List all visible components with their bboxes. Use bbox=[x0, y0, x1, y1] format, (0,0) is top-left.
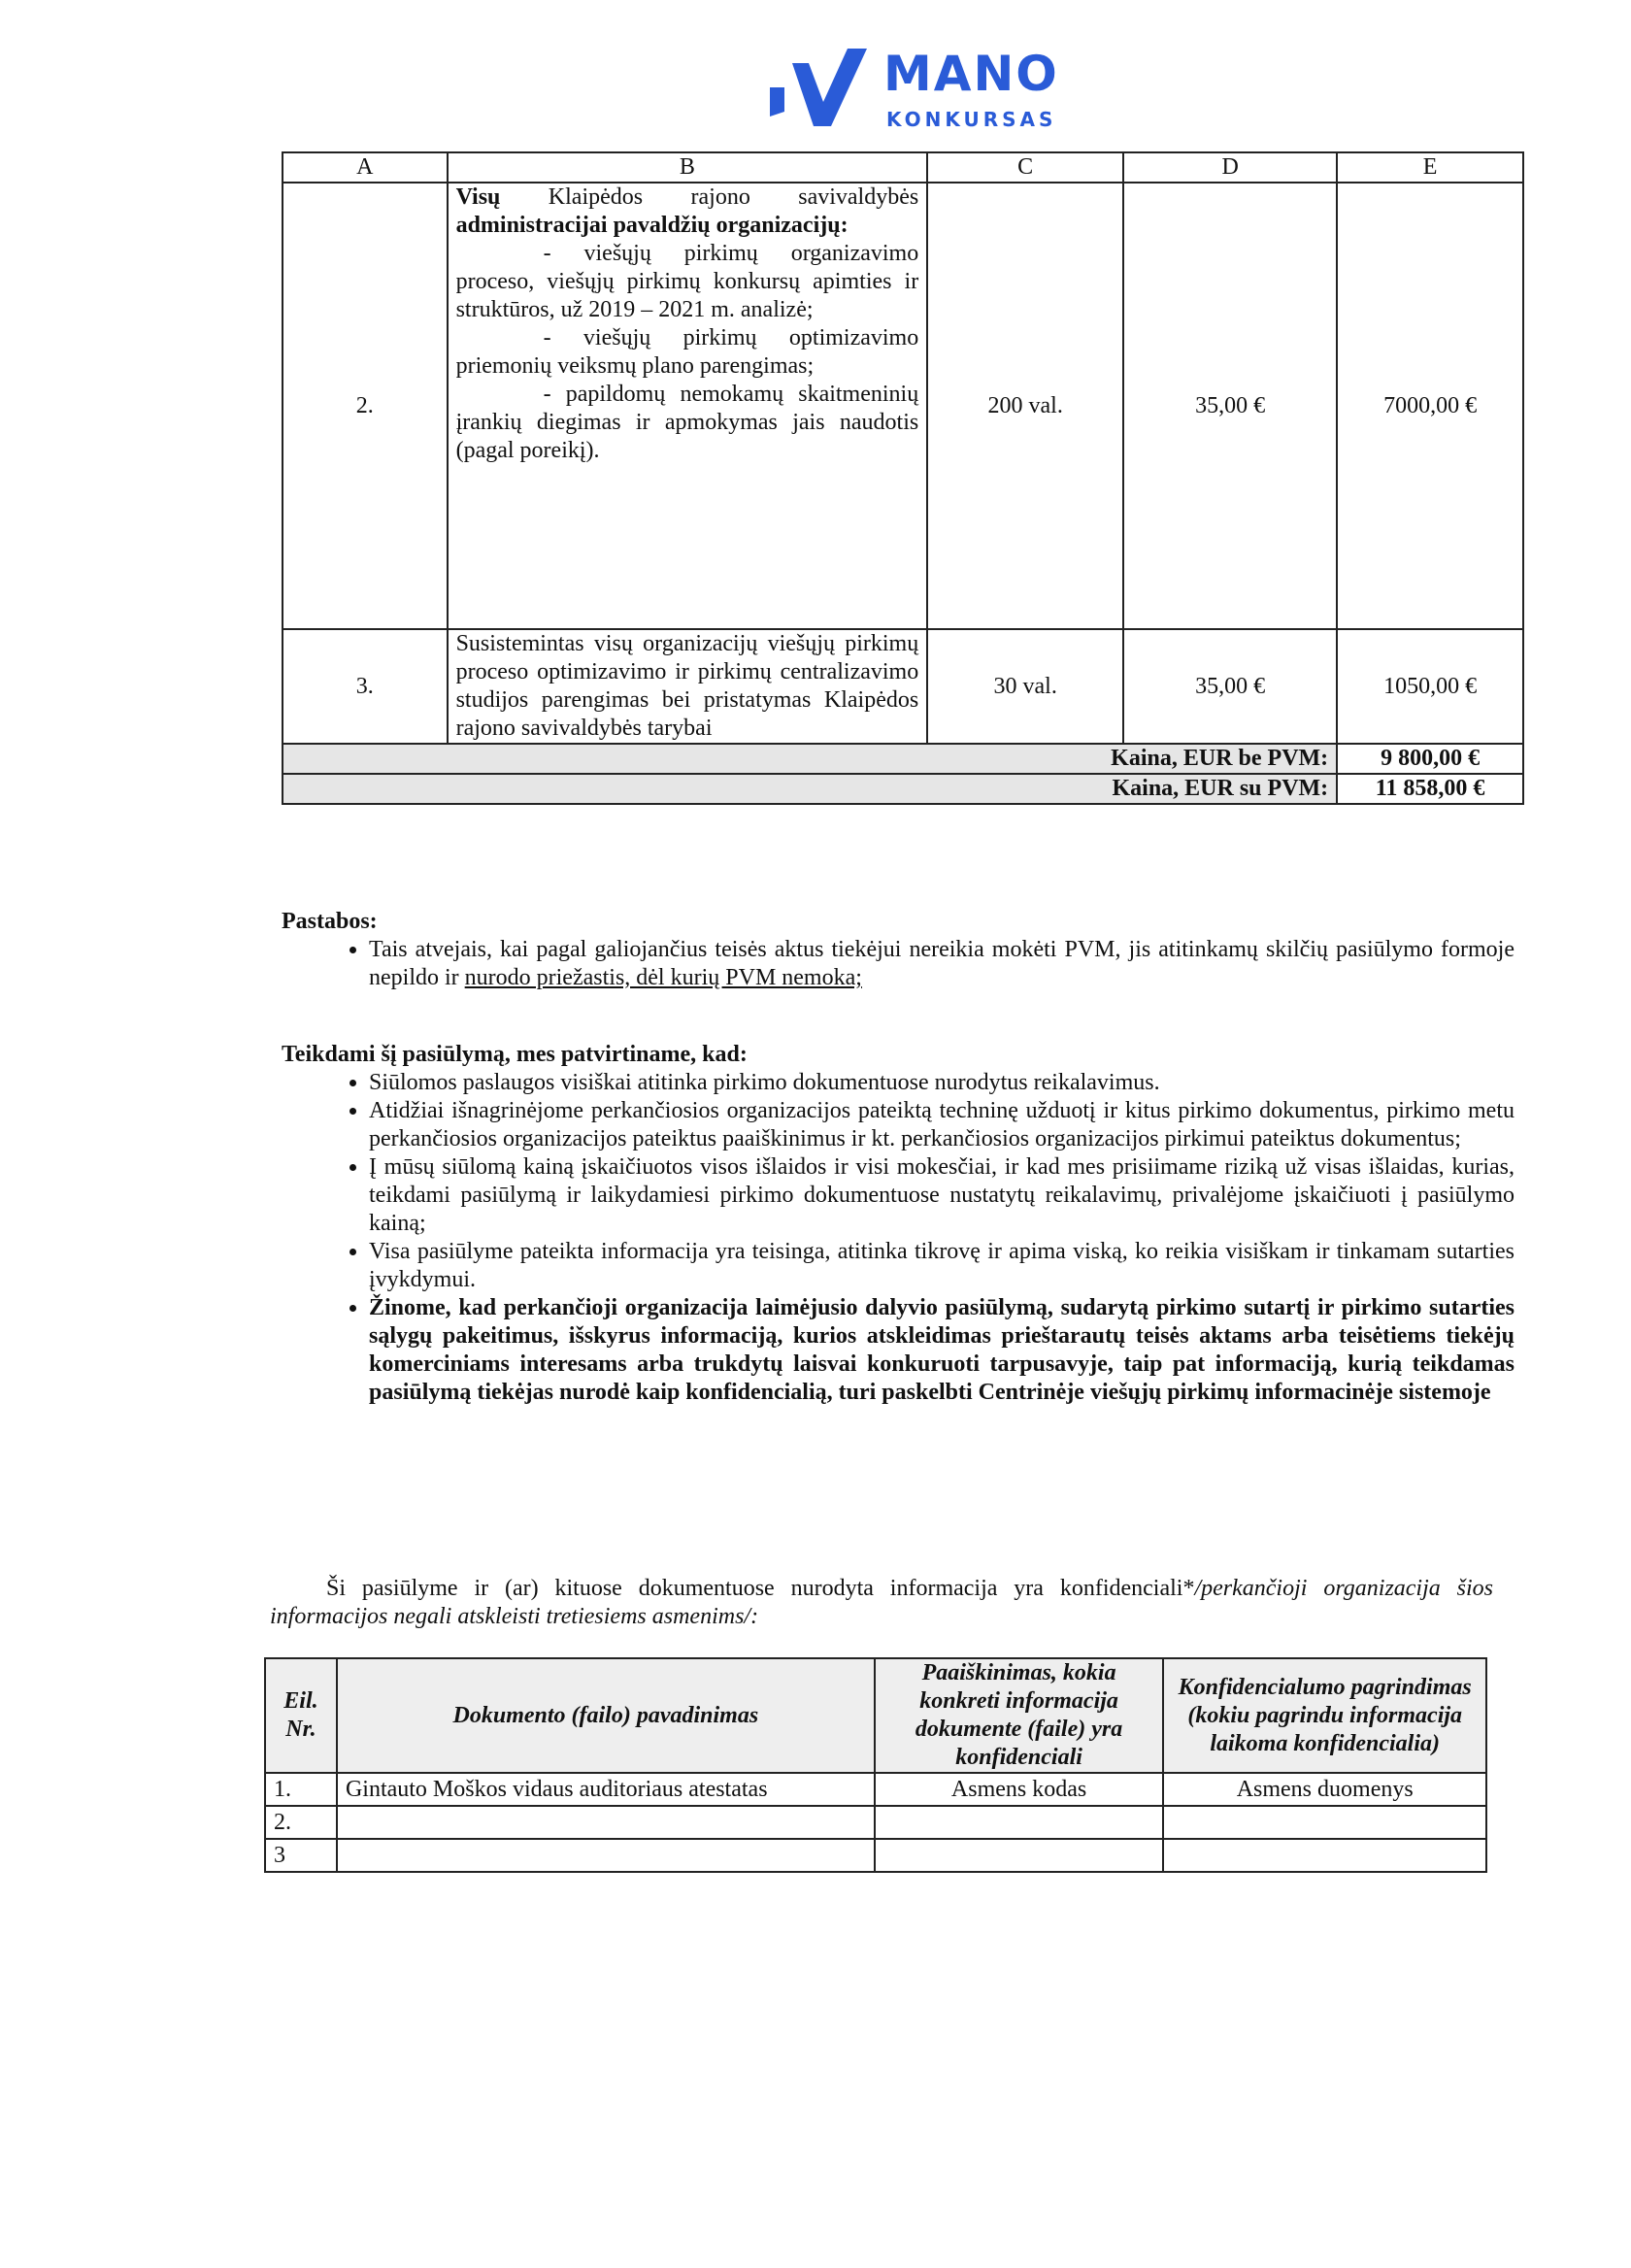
table-row: 3. Susistemintas visų organizacijų viešųjų pirkimų proceso optimizavimo ir pirkimų centralizavimo studijos parengimas bei pristatymas Klaipėdos rajono savivaldybės tarybai 30 val. 35,00 € 1050,00 € bbox=[283, 629, 1523, 744]
notes-section: Pastabos: • Tais atvejais, kai pagal galiojančius teisės aktus tiekėjui nereikia mokėti PVM, jis atitinkamų skilčių pasiūlymo formoje nepildo ir nurodo priežastis, dėl kurių PVM nemoka; bbox=[282, 908, 1514, 992]
total-row-excl-vat: Kaina, EUR be PVM: 9 800,00 € bbox=[283, 744, 1523, 774]
price-table bbox=[282, 151, 1524, 805]
service-description: Visų Klaipėdos rajono savivaldybės administracijai pavaldžių organizacijų: - viešųjų pirkimų organizavimo proceso, viešųjų pirkimų konkursų apimties ir struktūros, už 2019 – 2021 m. analizė; - viešųjų pirkimų optimizavimo priemonių veiksmų plano parengimas; - papildomų nemokamų skaitmeninių įrankių diegimas ir apmokymas jais naudotis (pagal poreikį). bbox=[448, 183, 928, 629]
confirmation-section: Teikdami šį pasiūlymą, mes patvirtiname, kad: • Siūlomos paslaugos visiškai atitinka pirkimo dokumentuose nurodytus reikalavimus. • Atidžiai išnagrinėjome perkančiosios organizacijos pateiktą techninę užduotį ir kitus pirkimo dokumentus, pirkimo metu perkančiosios organizacijos pateiktus paaiškinimus ir kt. perkančiosios organizacijos pirkimui pateiktus dokumentus; • Į mūsų siūlomą kainą įskaičiuotos visos išlaidos ir visi mokesčiai, ir kad mes prisiimame riziką už visas išlaidas, kurias, teikdami pasiūlymą ir laikydamiesi pirkimo dokumentuose nustatytų reikalavimų, privalėjome įskaičiuoti į pasiūlymo kainą; • Visa pasiūlyme pateikta informacija yra teisinga, atitinka tikrovę ir apima viską, ko reikia visiškam ir tinkamam sutarties įvykdymui. • Žinome, kad perkančioji organizacija laimėjusio dalyvio pasiūlymą, sudarytą pirkimo sutartį ir pirkimo sutarties sąlygų pakeitimus, išskyrus informaciją, kurios atskleidimas prieštarautų teisės aktams arba teisėtiems tiekėjų komerciniams interesams arba trukdytų laisvai konkuruoti tarpusavyje, taip pat informaciją, kurią teikdamas pasiūlymą tiekėjas nurodė kaip konfidencialią, turi paskelbti Centrinėje viešųjų pirkimų informacinėje sistemoje bbox=[282, 1041, 1514, 1407]
table-row: 2. Visų Klaipėdos rajono savivaldybės administracijai pavaldžių organizacijų: - viešųjų pirkimų organizavimo proceso, viešųjų pirkimų konkursų apimties ir struktūros, už 2019 – 2021 m. analizė; - viešųjų pirkimų optimizavimo priemonių veiksmų plano parengimas; - papildomų nemokamų skaitmeninių įrankių diegimas ir apmokymas jais naudotis (pagal poreikį). 200 val. 35,00 € 7000,00 € bbox=[283, 183, 1523, 629]
confidentiality-statement: Ši pasiūlyme ir (ar) kituose dokumentuose nurodyta informacija yra konfidenciali*/perkančioji organizacija šios informacijos negali atskleisti tretiesiems asmenims/: bbox=[270, 1576, 1494, 1629]
column-header-row: A B C D E bbox=[283, 152, 1523, 183]
table-row: 3 bbox=[265, 1839, 1486, 1872]
table-row: 1. Gintauto Moškos vidaus auditoriaus atestatas Asmens kodas Asmens duomenys bbox=[265, 1773, 1486, 1806]
total-row-incl-vat: Kaina, EUR su PVM: 11 858,00 € bbox=[283, 774, 1523, 804]
logo-mark-icon bbox=[765, 44, 877, 136]
confidential-info-table bbox=[264, 1657, 1487, 1873]
table-row: 2. bbox=[265, 1806, 1486, 1839]
header-row: Eil. Nr. Dokumento (failo) pavadinimas Paaiškinimas, kokia konkreti informacija dokumente (faile) yra konfidenciali Konfidencialumo pagrindimas (kokiu pagrindu informacija laikoma konfidencialia) bbox=[265, 1658, 1486, 1773]
mano-konkursas-logo: MANO KONKURSAS bbox=[765, 44, 1056, 141]
